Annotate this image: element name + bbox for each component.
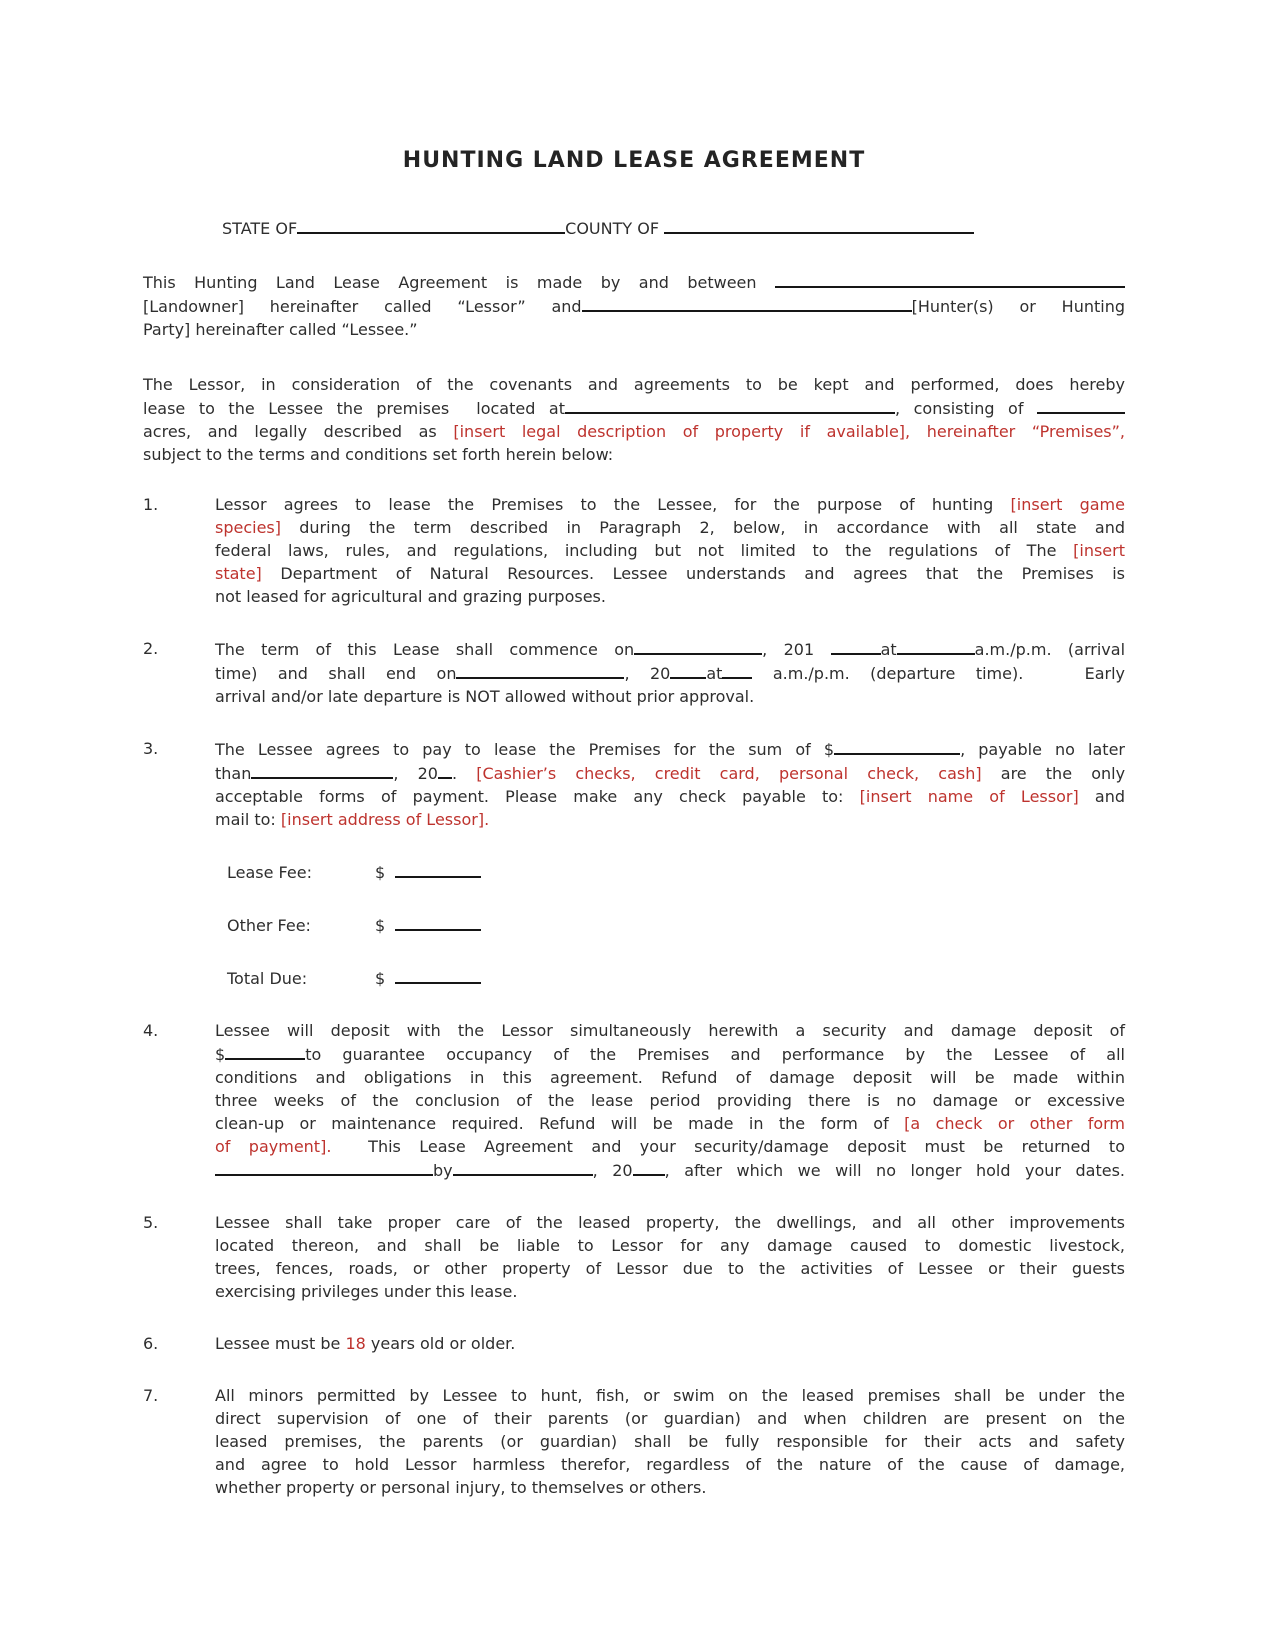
text-segment: acres, and legally described as <box>143 422 454 441</box>
text-line <box>215 1476 1125 1499</box>
text-line <box>215 785 1125 808</box>
clause-5 <box>143 1211 1125 1303</box>
text-line <box>215 562 1125 585</box>
text-segment: conditions and obligations in this agreement. Refund of damage deposit will be made within <box>215 1068 1125 1087</box>
text-line <box>215 1430 1125 1453</box>
text-segment: subject to the terms and conditions set forth herein below: <box>143 445 614 464</box>
currency-symbol: $ <box>375 863 386 882</box>
text-segment: The Lessor, in consideration of the covenants and agreements to be kept and performed, does hereby <box>143 375 1125 394</box>
placeholder-red-text: [insert <box>1073 541 1125 560</box>
text-line <box>215 539 1125 562</box>
text-line <box>215 1332 1125 1355</box>
text-segment: STATE OF <box>222 219 298 238</box>
placeholder-red-text: 18 <box>345 1334 366 1353</box>
text-line <box>215 737 1125 761</box>
clause-body <box>215 1211 1125 1303</box>
text-line <box>222 216 1125 240</box>
currency-symbol: $ <box>375 916 386 935</box>
clause-2 <box>143 637 1125 708</box>
text-segment: , 20 <box>592 1161 633 1180</box>
text-segment: direct supervision of one of their parents (or guardian) and when children are present on the <box>215 1409 1125 1428</box>
text-line <box>215 1234 1125 1257</box>
text-segment: and <box>1078 787 1126 806</box>
fee-row-other <box>227 913 1125 937</box>
clause-body <box>215 493 1125 608</box>
text-segment: acceptable forms of payment. Please make any check payable to: <box>215 787 860 806</box>
fill-in-blank <box>395 913 481 931</box>
text-segment: Department of Natural Resources. Lessee understands and agrees that the Premises is <box>261 564 1125 583</box>
fill-in-blank <box>395 860 481 878</box>
text-line <box>215 1453 1125 1476</box>
fill-in-blank <box>775 270 1125 288</box>
text-line <box>215 1211 1125 1234</box>
text-segment: , consisting of <box>895 399 1037 418</box>
text-segment: This Hunting Land Lease Agreement is made by and between <box>143 273 775 292</box>
fee-row-total <box>227 966 1125 990</box>
text-line <box>215 637 1125 661</box>
clause-4 <box>143 1019 1125 1182</box>
text-line <box>215 1135 1125 1158</box>
text-segment: exercising privileges under this lease. <box>215 1282 518 1301</box>
text-line <box>215 1066 1125 1089</box>
fill-in-blank <box>456 661 624 679</box>
text-segment: and agree to hold Lessor harmless therefor, regardless of the nature of the cause of damage, <box>215 1455 1125 1474</box>
fill-in-blank <box>582 294 912 312</box>
fill-in-blank <box>722 661 752 679</box>
text-line <box>143 443 1125 466</box>
text-line <box>215 661 1125 685</box>
text-segment: This Lease Agreement and your security/damage deposit must be returned to <box>331 1137 1125 1156</box>
fill-in-blank <box>831 637 881 655</box>
text-segment: three weeks of the conclusion of the lease period providing there is no damage or excessive <box>215 1091 1125 1110</box>
text-segment: time) and shall end on <box>215 664 457 683</box>
placeholder-red-text: state] <box>215 564 262 583</box>
text-segment: not leased for agricultural and grazing purposes. <box>215 587 606 606</box>
text-segment: a.m./p.m. (arrival <box>974 640 1126 659</box>
text-line <box>143 270 1125 294</box>
fill-in-blank <box>634 637 762 655</box>
text-segment: [Hunter(s) or Hunting <box>911 297 1126 316</box>
text-segment: Lessee shall take proper care of the leased property, the dwellings, and all other improvements <box>215 1213 1125 1232</box>
text-line <box>215 685 1125 708</box>
clause-3 <box>143 737 1125 831</box>
clause-number: 7. <box>143 1386 159 1405</box>
clause-number: 4. <box>143 1021 159 1040</box>
clause-body <box>215 637 1125 708</box>
fill-in-blank <box>297 216 565 234</box>
text-segment: at <box>706 664 723 683</box>
fee-label: Total Due: <box>227 969 308 988</box>
text-line <box>215 1089 1125 1112</box>
text-line <box>215 1257 1125 1280</box>
fill-in-blank <box>834 737 960 755</box>
text-segment: All minors permitted by Lessee to hunt, fish, or swim on the leased premises shall be under the <box>215 1386 1125 1405</box>
placeholder-red-text: [Cashier’s checks, credit card, personal check, cash] <box>476 764 982 783</box>
text-segment: trees, fences, roads, or other property of Lessor due to the activities of Lessee or their guests <box>215 1259 1125 1278</box>
currency-symbol: $ <box>375 969 386 988</box>
text-segment: , after which we will no longer hold your dates. <box>664 1161 1126 1180</box>
text-segment: [Landowner] hereinafter called “Lessor” and <box>143 297 582 316</box>
fill-in-blank <box>565 396 895 414</box>
fill-in-blank <box>1037 396 1125 414</box>
text-line <box>215 516 1125 539</box>
text-segment: , 201 <box>762 640 831 659</box>
fill-in-blank <box>438 761 452 779</box>
fill-in-blank <box>633 1158 665 1176</box>
text-line <box>215 761 1125 785</box>
clause-7 <box>143 1384 1125 1499</box>
clause-1 <box>143 493 1125 608</box>
text-segment: to guarantee occupancy of the Premises and performance by the Lessee of all <box>305 1045 1125 1064</box>
state-county-line <box>222 216 1125 240</box>
placeholder-red-text: [insert name of Lessor] <box>859 787 1079 806</box>
consideration-paragraph <box>143 373 1125 466</box>
text-segment: Lessee must be <box>215 1334 346 1353</box>
text-segment: The term of this Lease shall commence on <box>215 640 635 659</box>
text-segment: lease to the Lessee the premises located at <box>143 399 565 418</box>
placeholder-red-text: [insert address of Lessor]. <box>280 810 490 829</box>
fill-in-blank <box>215 1158 433 1176</box>
fill-in-blank <box>897 637 975 655</box>
text-line <box>215 1280 1125 1303</box>
text-line <box>215 1407 1125 1430</box>
text-segment: federal laws, rules, and regulations, including but not limited to the regulations of The <box>215 541 1074 560</box>
text-segment: COUNTY OF <box>565 219 665 238</box>
text-line <box>215 1112 1125 1135</box>
text-segment: years old or older. <box>365 1334 516 1353</box>
text-line <box>215 585 1125 608</box>
text-line <box>215 1384 1125 1407</box>
text-line <box>143 420 1125 443</box>
text-segment: clean-up or maintenance required. Refund will be made in the form of <box>215 1114 905 1133</box>
clause-number: 2. <box>143 639 159 658</box>
placeholder-red-text: of payment]. <box>215 1137 332 1156</box>
text-segment: during the term described in Paragraph 2, below, in accordance with all state and <box>281 518 1125 537</box>
text-line <box>215 493 1125 516</box>
text-segment: The Lessee agrees to pay to lease the Premises for the sum of $ <box>215 740 835 759</box>
text-line <box>215 1019 1125 1042</box>
text-segment: than <box>215 764 252 783</box>
clause-body <box>215 1384 1125 1499</box>
fee-label: Other Fee: <box>227 916 311 935</box>
text-segment: at <box>880 640 897 659</box>
text-segment: . <box>451 764 477 783</box>
text-line <box>215 1158 1125 1182</box>
document-title: HUNTING LAND LEASE AGREEMENT <box>402 148 866 173</box>
text-segment: located thereon, and shall be liable to Lessor for any damage caused to domestic livestock, <box>215 1236 1125 1255</box>
text-segment: , 20 <box>393 764 438 783</box>
clause-6 <box>143 1332 1125 1355</box>
text-segment: $ <box>215 1045 226 1064</box>
text-line <box>215 1042 1125 1066</box>
fee-row-lease <box>227 860 1125 884</box>
text-segment: Party] hereinafter called “Lessee.” <box>143 320 418 339</box>
clause-number: 3. <box>143 739 159 758</box>
clause-number: 5. <box>143 1213 159 1232</box>
text-line <box>143 318 1125 341</box>
text-segment: by <box>433 1161 453 1180</box>
text-line <box>143 294 1125 318</box>
placeholder-red-text: species] <box>215 518 281 537</box>
text-segment: a.m./p.m. (departure time). Early <box>752 664 1125 683</box>
clause-number: 6. <box>143 1334 159 1353</box>
text-segment: , 20 <box>624 664 671 683</box>
text-segment: are the only <box>981 764 1126 783</box>
text-segment: leased premises, the parents (or guardian) shall be fully responsible for their acts and safety <box>215 1432 1125 1451</box>
placeholder-red-text: [insert legal description of property if available], hereinafter “Premises”, <box>453 422 1126 441</box>
text-segment: , payable no later <box>960 740 1125 759</box>
placeholder-red-text: [insert game <box>1010 495 1125 514</box>
text-line <box>143 373 1125 396</box>
text-segment: Lessor agrees to lease the Premises to the Lessee, for the purpose of hunting <box>215 495 1011 514</box>
text-segment: Lessee will deposit with the Lessor simultaneously herewith a security and damage deposit of <box>215 1021 1125 1040</box>
clause-body <box>215 1332 1125 1355</box>
fill-in-blank <box>395 966 481 984</box>
text-line <box>143 396 1125 420</box>
fill-in-blank <box>225 1042 305 1060</box>
fill-in-blank <box>664 216 974 234</box>
fill-in-blank <box>670 661 706 679</box>
fee-label: Lease Fee: <box>227 863 312 882</box>
intro-paragraph <box>143 270 1125 341</box>
fill-in-blank <box>453 1158 593 1176</box>
clause-body <box>215 737 1125 831</box>
clause-body <box>215 1019 1125 1182</box>
placeholder-red-text: [a check or other form <box>904 1114 1126 1133</box>
fill-in-blank <box>251 761 393 779</box>
text-segment: arrival and/or late departure is NOT allowed without prior approval. <box>215 687 755 706</box>
text-segment: mail to: <box>215 810 281 829</box>
clause-number: 1. <box>143 495 159 514</box>
fee-schedule <box>227 860 1125 990</box>
text-segment: whether property or personal injury, to themselves or others. <box>215 1478 707 1497</box>
text-line <box>215 808 1125 831</box>
